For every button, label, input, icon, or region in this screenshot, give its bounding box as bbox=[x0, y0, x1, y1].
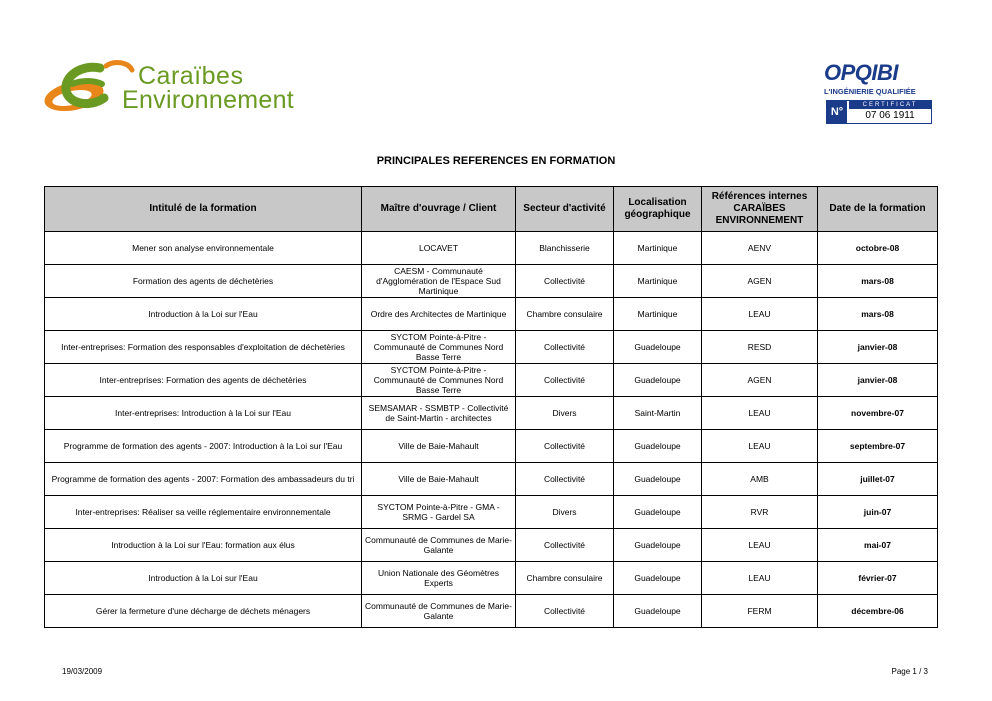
cell-localisation: Guadeloupe bbox=[614, 562, 702, 595]
table-row bbox=[45, 463, 938, 496]
logo-line1: Caraïbes bbox=[138, 62, 244, 90]
cell-date: mars-08 bbox=[818, 298, 938, 331]
cell-secteur: Collectivité bbox=[516, 529, 614, 562]
table-row bbox=[45, 430, 938, 463]
cell-localisation: Martinique bbox=[614, 232, 702, 265]
table-row bbox=[45, 595, 938, 628]
column-header-references: Références internes CARAÏBES ENVIRONNEMENT bbox=[702, 187, 818, 232]
cell-intitule: Formation des agents de déchetèries bbox=[45, 265, 362, 298]
cell-reference: AMB bbox=[702, 463, 818, 496]
cell-reference: RVR bbox=[702, 496, 818, 529]
cell-client: Ordre des Architectes de Martinique bbox=[362, 298, 516, 331]
cell-date: janvier-08 bbox=[818, 364, 938, 397]
table-row bbox=[45, 331, 938, 364]
column-header-date: Date de la formation bbox=[818, 187, 938, 232]
opqibi-logo bbox=[822, 60, 932, 124]
cell-reference: LEAU bbox=[702, 562, 818, 595]
table-row bbox=[45, 397, 938, 430]
caraibes-environnement-logo bbox=[42, 58, 295, 118]
cell-client: Communauté de Communes de Marie-Galante bbox=[362, 595, 516, 628]
cell-localisation: Guadeloupe bbox=[614, 496, 702, 529]
cell-reference: LEAU bbox=[702, 430, 818, 463]
cell-date: novembre-07 bbox=[818, 397, 938, 430]
cell-secteur: Collectivité bbox=[516, 430, 614, 463]
table-row bbox=[45, 265, 938, 298]
table-row bbox=[45, 562, 938, 595]
cell-secteur: Collectivité bbox=[516, 265, 614, 298]
certificat-box bbox=[826, 100, 932, 124]
cell-intitule: Inter-entreprises: Introduction à la Loi sur l'Eau bbox=[45, 397, 362, 430]
table-body bbox=[45, 232, 938, 628]
logo-line2: Environnement bbox=[122, 86, 295, 114]
cell-client: SYCTOM Pointe-à-Pitre - Communauté de Communes Nord Basse Terre bbox=[362, 331, 516, 364]
column-header-localisation: Localisation géographique bbox=[614, 187, 702, 232]
cell-client: Union Nationale des Géomètres Experts bbox=[362, 562, 516, 595]
cell-intitule: Programme de formation des agents - 2007: Introduction à la Loi sur l'Eau bbox=[45, 430, 362, 463]
cell-intitule: Introduction à la Loi sur l'Eau: formation aux élus bbox=[45, 529, 362, 562]
cell-secteur: Collectivité bbox=[516, 463, 614, 496]
footer-page-number: Page 1 / 3 bbox=[891, 667, 928, 676]
cell-intitule: Programme de formation des agents - 2007: Formation des ambassadeurs du tri bbox=[45, 463, 362, 496]
cell-reference: LEAU bbox=[702, 529, 818, 562]
cell-client: Communauté de Communes de Marie-Galante bbox=[362, 529, 516, 562]
cell-reference: AGEN bbox=[702, 364, 818, 397]
column-header-client: Maître d'ouvrage / Client bbox=[362, 187, 516, 232]
cell-reference: RESD bbox=[702, 331, 818, 364]
references-table bbox=[44, 186, 938, 628]
cell-date: février-07 bbox=[818, 562, 938, 595]
document-title: PRINCIPALES REFERENCES EN FORMATION bbox=[376, 155, 616, 167]
cell-reference: LEAU bbox=[702, 397, 818, 430]
footer-date: 19/03/2009 bbox=[62, 667, 103, 676]
table-row bbox=[45, 298, 938, 331]
cell-localisation: Guadeloupe bbox=[614, 430, 702, 463]
cell-date: janvier-08 bbox=[818, 331, 938, 364]
cell-date: septembre-07 bbox=[818, 430, 938, 463]
cell-intitule: Introduction à la Loi sur l'Eau bbox=[45, 562, 362, 595]
cell-secteur: Chambre consulaire bbox=[516, 562, 614, 595]
cell-intitule: Gérer la fermeture d'une décharge de déchets ménagers bbox=[45, 595, 362, 628]
cell-localisation: Guadeloupe bbox=[614, 463, 702, 496]
cell-secteur: Divers bbox=[516, 496, 614, 529]
cell-client: CAESM - Communauté d'Agglomération de l'Espace Sud Martinique bbox=[362, 265, 516, 298]
cell-localisation: Guadeloupe bbox=[614, 595, 702, 628]
cell-client: Ville de Baie-Mahault bbox=[362, 430, 516, 463]
cell-client: SEMSAMAR - SSMBTP - Collectivité de Saint-Martin - architectes bbox=[362, 397, 516, 430]
cell-reference: FERM bbox=[702, 595, 818, 628]
cell-date: décembre-06 bbox=[818, 595, 938, 628]
cell-localisation: Guadeloupe bbox=[614, 529, 702, 562]
cell-localisation: Guadeloupe bbox=[614, 331, 702, 364]
cell-reference: AGEN bbox=[702, 265, 818, 298]
cell-secteur: Divers bbox=[516, 397, 614, 430]
opqibi-tagline: L'INGÉNIERIE QUALIFIÉE bbox=[824, 87, 916, 96]
cell-client: SYCTOM Pointe-à-Pitre - Communauté de Communes Nord Basse Terre bbox=[362, 364, 516, 397]
cell-date: mai-07 bbox=[818, 529, 938, 562]
table-row bbox=[45, 232, 938, 265]
cell-intitule: Inter-entreprises: Réaliser sa veille réglementaire environnementale bbox=[45, 496, 362, 529]
table-row bbox=[45, 496, 938, 529]
cell-localisation: Martinique bbox=[614, 265, 702, 298]
certificat-number: 07 06 1911 bbox=[865, 110, 915, 121]
certificat-number-prefix: N° bbox=[827, 101, 847, 123]
cell-secteur: Collectivité bbox=[516, 595, 614, 628]
cell-secteur: Blanchisserie bbox=[516, 232, 614, 265]
column-header-secteur: Secteur d'activité bbox=[516, 187, 614, 232]
column-header-intitule: Intitulé de la formation bbox=[45, 187, 362, 232]
cell-secteur: Collectivité bbox=[516, 331, 614, 364]
cell-intitule: Introduction à la Loi sur l'Eau bbox=[45, 298, 362, 331]
cell-localisation: Guadeloupe bbox=[614, 364, 702, 397]
cell-client: LOCAVET bbox=[362, 232, 516, 265]
cell-secteur: Chambre consulaire bbox=[516, 298, 614, 331]
table-row bbox=[45, 529, 938, 562]
cell-client: Ville de Baie-Mahault bbox=[362, 463, 516, 496]
cell-date: mars-08 bbox=[818, 265, 938, 298]
cell-intitule: Mener son analyse environnementale bbox=[45, 232, 362, 265]
cell-localisation: Saint-Martin bbox=[614, 397, 702, 430]
cell-intitule: Inter-entreprises: Formation des responsables d'exploitation de déchetèries bbox=[45, 331, 362, 364]
cell-date: juin-07 bbox=[818, 496, 938, 529]
cell-date: juillet-07 bbox=[818, 463, 938, 496]
certificat-label: CERTIFICAT bbox=[849, 101, 931, 109]
cell-client: SYCTOM Pointe-à-Pitre - GMA - SRMG - Gardel SA bbox=[362, 496, 516, 529]
cell-reference: AENV bbox=[702, 232, 818, 265]
table-header-row bbox=[45, 187, 938, 232]
opqibi-brand: OPQIBI bbox=[824, 60, 899, 85]
table-row bbox=[45, 364, 938, 397]
cell-reference: LEAU bbox=[702, 298, 818, 331]
cell-localisation: Martinique bbox=[614, 298, 702, 331]
cell-date: octobre-08 bbox=[818, 232, 938, 265]
cell-intitule: Inter-entreprises: Formation des agents de déchetèries bbox=[45, 364, 362, 397]
cell-secteur: Collectivité bbox=[516, 364, 614, 397]
